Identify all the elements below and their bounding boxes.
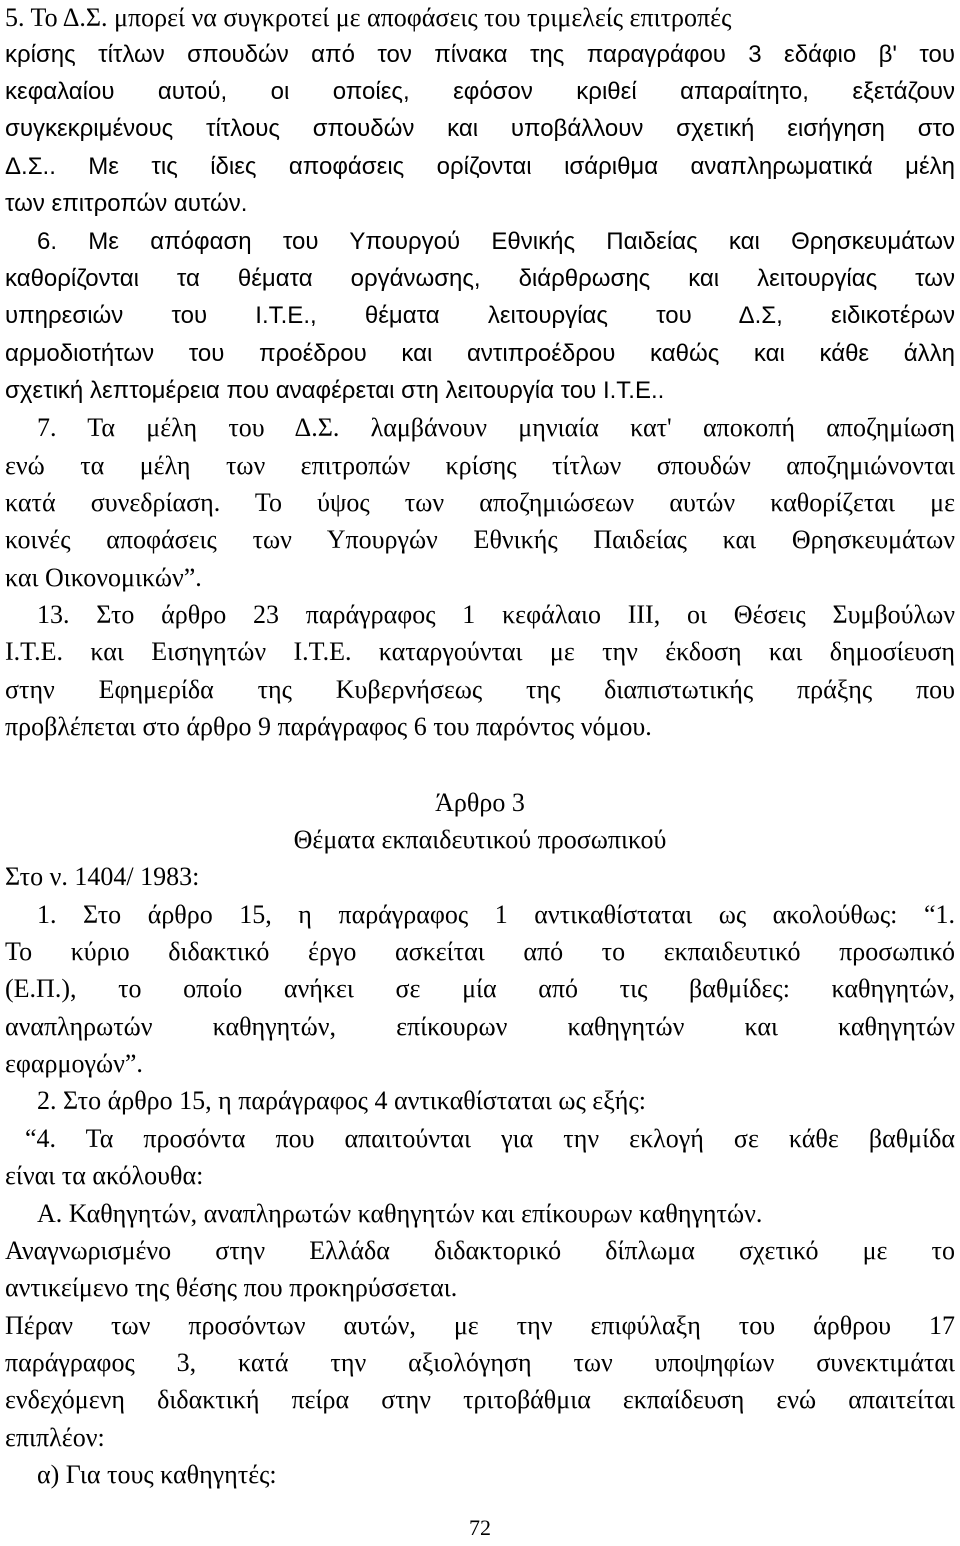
text-line: και Οικονομικών”.: [5, 563, 202, 592]
text-line: σχετική λεπτομέρεια που αναφέρεται στη λειτουργία του Ι.Τ.Ε..: [5, 377, 665, 404]
article-heading: Άρθρο 3: [435, 788, 525, 817]
text-line: κατά συνεδρίαση. Το ύψος των αποζημιώσεων αυτών καθορίζεται με: [5, 488, 955, 517]
text-line: Το κύριο διδακτικό έργο ασκείται από το εκπαιδευτικό προσωπικό: [5, 937, 955, 966]
text-line: αντικείμενο της θέσης που προκηρύσσεται.: [5, 1273, 458, 1302]
text-line: “4. Τα προσόντα που απαιτούνται για την εκλογή σε κάθε βαθμίδα: [25, 1124, 955, 1153]
text-line: 6. Με απόφαση του Υπουργού Εθνικής Παιδείας και Θρησκευμάτων: [37, 228, 955, 255]
text-line: εφαρμογών”.: [5, 1049, 143, 1078]
text-line: Α. Καθηγητών, αναπληρωτών καθηγητών και επίκουρων καθηγητών.: [37, 1199, 763, 1228]
text-line: επιπλέον:: [5, 1423, 105, 1452]
text-line: Στο ν. 1404/ 1983:: [5, 862, 200, 891]
text-line: κοινές αποφάσεις των Υπουργών Εθνικής Παιδείας και Θρησκευμάτων: [5, 525, 955, 554]
text-line: (Ε.Π.), το οποίο ανήκει σε μία από τις βαθμίδες: καθηγητών,: [5, 974, 955, 1003]
text-line: είναι τα ακόλουθα:: [5, 1161, 204, 1190]
text-line: προβλέπεται στο άρθρο 9 παράγραφος 6 του παρόντος νόμου.: [5, 712, 652, 741]
text-line: υπηρεσιών του Ι.Τ.Ε., θέματα λειτουργίας του Δ.Σ, ειδικοτέρων: [5, 302, 955, 329]
text-line: κρίσης τίτλων σπουδών από τον πίνακα της παραγράφου 3 εδάφιο β' του: [5, 41, 955, 68]
text-line: α) Για τους καθηγητές:: [37, 1460, 277, 1489]
text-line: κεφαλαίου αυτού, οι οποίες, εφόσον κριθεί απαραίτητο, εξετάζουν: [5, 78, 955, 105]
text-line: Αναγνωρισμένο στην Ελλάδα διδακτορικό δίπλωμα σχετικό με το: [5, 1236, 955, 1265]
text-line: 2. Στο άρθρο 15, η παράγραφος 4 αντικαθίσταται ως εξής:: [37, 1086, 646, 1115]
text-line: 13. Στο άρθρο 23 παράγραφος 1 κεφάλαιο ΙΙΙ, οι Θέσεις Συμβούλων: [37, 600, 955, 629]
text-line: Πέραν των προσόντων αυτών, με την επιφύλαξη του άρθρου 17: [5, 1311, 955, 1340]
text-line: 5. Το Δ.Σ. μπορεί να συγκροτεί με αποφάσεις του τριμελείς επιτροπές: [5, 3, 732, 32]
text-line: παράγραφος 3, κατά την αξιολόγηση των υποψηφίων συνεκτιμάται: [5, 1348, 955, 1377]
text-line: αρμοδιοτήτων του προέδρου και αντιπροέδρου καθώς και κάθε άλλη: [5, 340, 955, 367]
text-line: Ι.Τ.Ε. και Εισηγητών Ι.Τ.Ε. καταργούνται με την έκδοση και δημοσίευση: [5, 637, 955, 666]
text-line: των επιτροπών αυτών.: [5, 190, 248, 217]
text-line: ενώ τα μέλη των επιτροπών κρίσης τίτλων σπουδών αποζημιώνονται: [5, 451, 955, 480]
text-line: καθορίζονται τα θέματα οργάνωσης, διάρθρωσης και λειτουργίας των: [5, 265, 955, 292]
text-line: ενδεχόμενη διδακτική πείρα στην τριτοβάθμια εκπαίδευση ενώ απαιτείται: [5, 1385, 955, 1414]
text-line: 1. Στο άρθρο 15, η παράγραφος 1 αντικαθίσταται ως ακολούθως: “1.: [37, 900, 955, 929]
page-number: 72: [469, 1515, 491, 1540]
text-line: συγκεκριμένους τίτλους σπουδών και υποβάλλουν σχετική εισήγηση στο: [5, 115, 955, 142]
text-line: Δ.Σ.. Με τις ίδιες αποφάσεις ορίζονται ισάριθμα αναπληρωματικά μέλη: [5, 153, 955, 180]
text-line: αναπληρωτών καθηγητών, επίκουρων καθηγητών και καθηγητών: [5, 1012, 955, 1041]
text-line: στην Εφημερίδα της Κυβερνήσεως της διαπιστωτικής πράξης που: [5, 675, 955, 704]
article-subheading: Θέματα εκπαιδευτικού προσωπικού: [293, 825, 667, 854]
text-line: 7. Τα μέλη του Δ.Σ. λαμβάνουν μηνιαία κατ' αποκοπή αποζημίωση: [37, 413, 955, 442]
